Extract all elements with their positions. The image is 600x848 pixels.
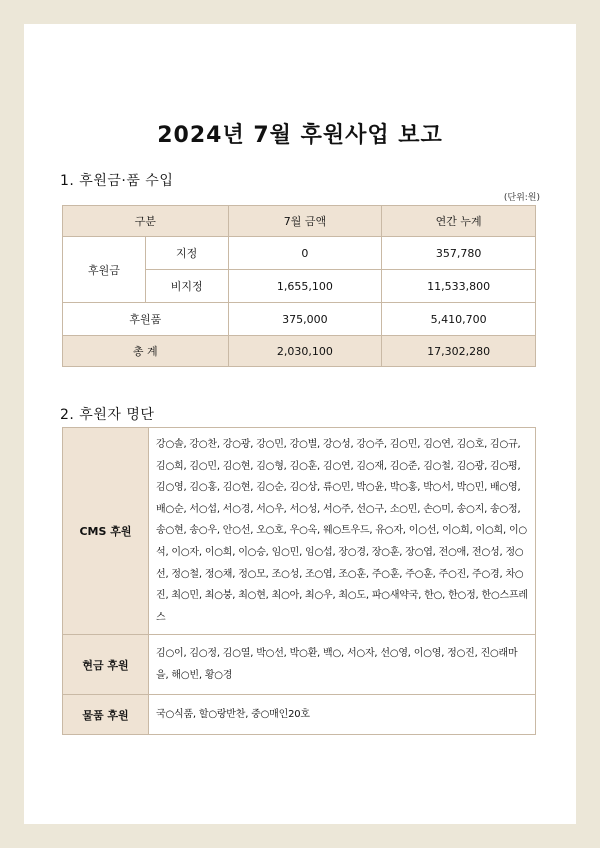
document-page (24, 24, 576, 824)
document-title: 2024년 7월 후원사업 보고 (157, 123, 443, 148)
header-july-amount: 7월 금액 (228, 206, 382, 237)
goods-annual: 5,410,700 (382, 303, 536, 336)
row-label-goods: 후원품 (63, 303, 229, 336)
row-label-total: 총 계 (63, 336, 229, 367)
goods-donor-names: 국○식품, 할○랑반찬, 중○매인20호 (149, 695, 536, 735)
designated-annual: 357,780 (382, 237, 536, 270)
section-heading-income: 1. 후원금·품 수입 (60, 173, 174, 189)
designated-july: 0 (228, 237, 382, 270)
goods-july: 375,000 (228, 303, 382, 336)
income-table (62, 205, 536, 367)
cms-donor-names: 강○솔, 강○찬, 강○광, 강○민, 강○별, 강○성, 강○주, 김○민, 김○연, 김○호, 김○규, 김○희, 김○민, 김○현, 김○형, 김○훈, 김○연, 김○재, 김○준, 김○철, 김○광, 김○평, 김○영, 김○홍, 김○현, 김○순, 김○상, 류○민, 박○윤, 박○홍, 박○서, 박○민, 배○영, 배○순, 서○섭, 서○경, 서○우, 서○성, 서○주, 선○구, 소○민, 손○미, 송○지, 송○정, 송○현, 송○우, 안○선, 오○호, 우○옥, 웨○트우드, 유○자, 이○선, 이○희, 이○희, 이○석, 이○자, 이○희, 이○승, 임○민, 임○섭, 장○경, 장○훈, 장○엽, 전○애, 전○성, 정○선, 정○철, 정○채, 정○모, 조○성, 조○엽, 조○훈, 주○훈, 주○훈, 주○진, 주○경, 차○진, 최○민, 최○붕, 최○현, 최○아, 최○우, 최○도, 파○새약국, 한○, 한○정, 한○스프레스 (149, 428, 536, 635)
section-heading-donors: 2. 후원자 명단 (60, 407, 155, 423)
undesignated-july: 1,655,100 (228, 270, 382, 303)
row-label-designated: 지정 (145, 237, 228, 270)
row-label-undesignated: 비지정 (145, 270, 228, 303)
donor-table (62, 427, 536, 735)
header-annual-total: 연간 누계 (382, 206, 536, 237)
donation-money-label: 후원금 (63, 237, 146, 303)
cms-label: CMS 후원 (63, 428, 149, 635)
total-annual: 17,302,280 (382, 336, 536, 367)
unit-label: (단위:원) (503, 193, 540, 203)
cash-donor-names: 김○이, 김○정, 김○열, 박○선, 박○환, 백○, 서○자, 선○영, 이○영, 정○진, 진○래마을, 해○빈, 황○경 (149, 635, 536, 695)
header-category: 구분 (63, 206, 229, 237)
cash-label: 현금 후원 (63, 635, 149, 695)
undesignated-annual: 11,533,800 (382, 270, 536, 303)
goods-donation-label: 물품 후원 (63, 695, 149, 735)
total-july: 2,030,100 (228, 336, 382, 367)
